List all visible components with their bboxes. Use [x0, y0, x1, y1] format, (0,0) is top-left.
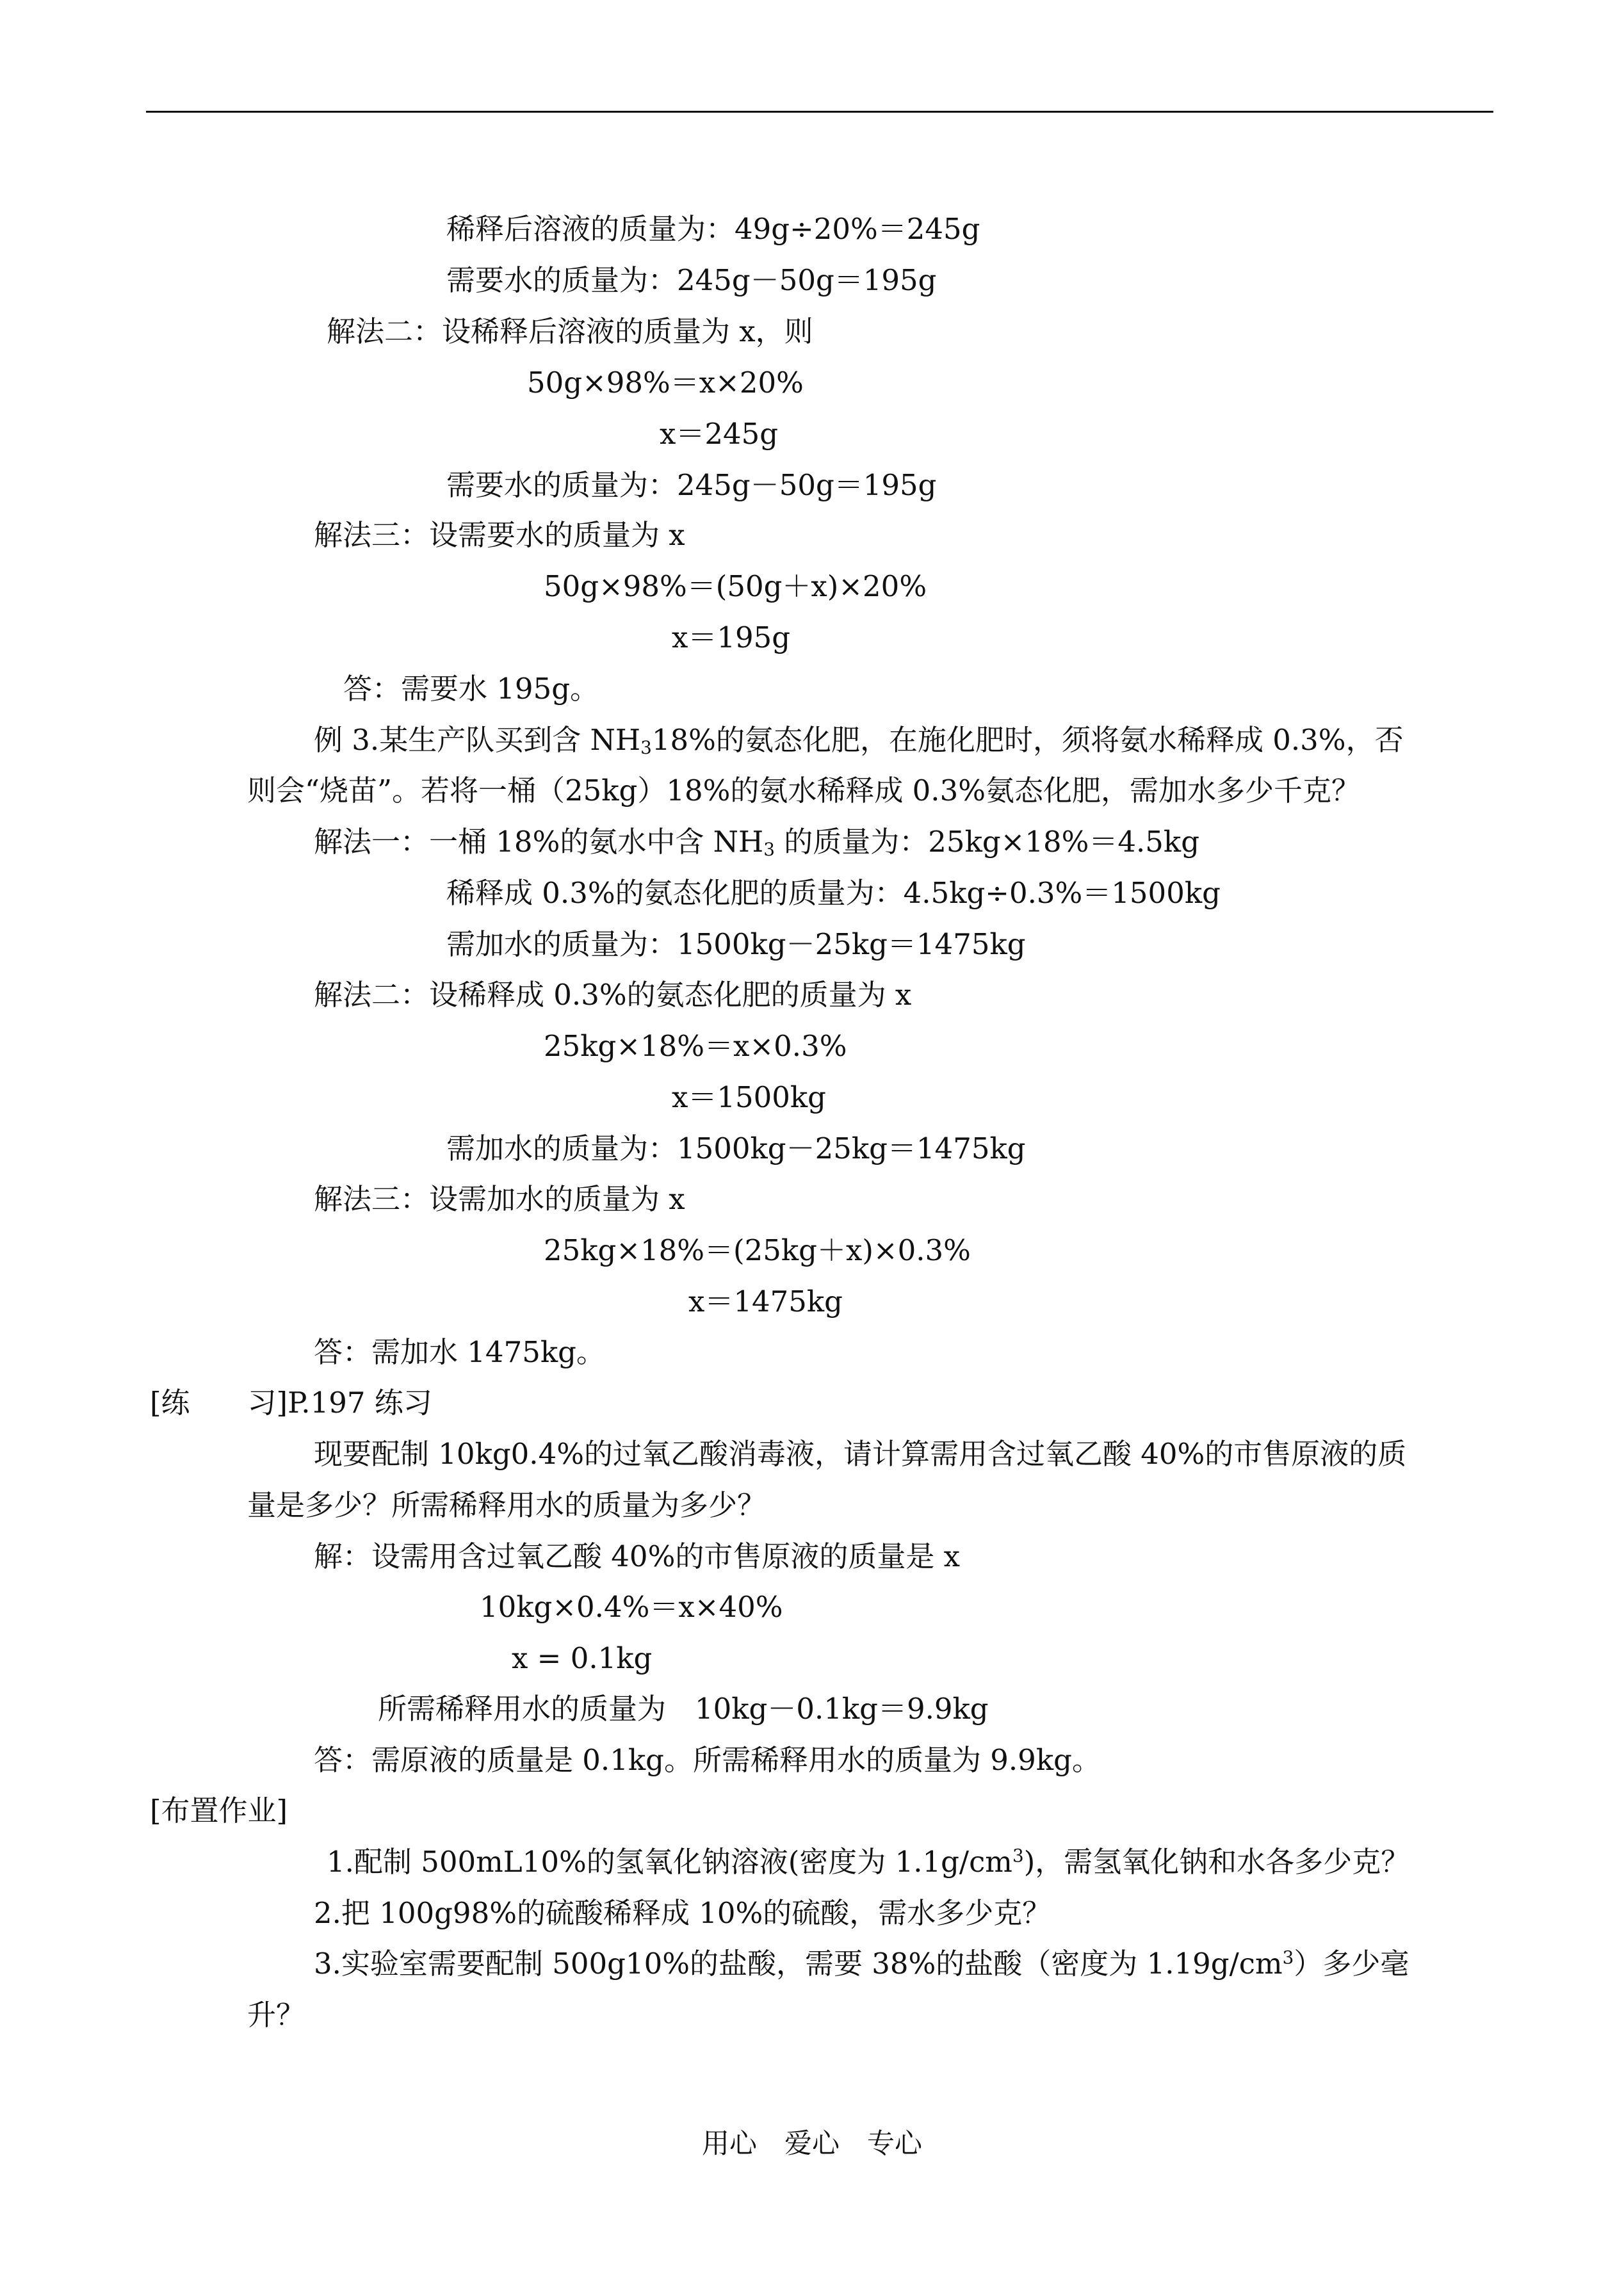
equation-line: 50g×98%＝(50g＋x)×20%: [544, 569, 927, 603]
text-line: 稀释成 0.3%的氨态化肥的质量为：4.5kg÷0.3%＝1500kg: [446, 876, 1221, 910]
section-heading-practice: [练 习]P.197 练习: [150, 1386, 432, 1420]
equation-line: 25kg×18%＝x×0.3%: [544, 1029, 847, 1063]
text-line: 需要水的质量为：245g－50g＝195g: [446, 263, 937, 297]
example-line: 则会“烧苗”。若将一桶（25kg）18%的氨水稀释成 0.3%氨态化肥，需加水多少千克？: [247, 774, 1360, 807]
text-line: 解法一：一桶 18%的氨水中含 $NH_3$ 的质量为：25kg×18%＝4.5kg: [314, 825, 1200, 861]
header-rule: [146, 111, 1493, 113]
equation-line: x = 0.1kg: [512, 1641, 653, 1675]
text-line: 解法二：设稀释成 0.3%的氨态化肥的质量为 x: [314, 978, 912, 1012]
equation-line: 10kg×0.4%＝x×40%: [480, 1590, 783, 1624]
equation-line: x＝245g: [660, 417, 779, 451]
text-line: 解法三：设需要水的质量为 x: [314, 518, 685, 552]
homework-item: 2.把 100g98%的硫酸稀释成 10%的硫酸，需水多少克？: [314, 1896, 1052, 1930]
example-line: 例 3.某生产队买到含 $NH_318\%$的氨态化肥，在施化肥时，须将氨水稀释成 0.3%，否: [314, 723, 1404, 759]
text-line: 解法二：设稀释后溶液的质量为 x，则: [327, 314, 813, 348]
text-line: 需加水的质量为：1500kg－25kg＝1475kg: [446, 927, 1026, 961]
answer-line: 答：需原液的质量是 0.1kg。所需稀释用水的质量为 9.9kg。: [314, 1743, 1101, 1777]
equation-line: 50g×98%＝x×20%: [527, 366, 804, 400]
homework-item: 3.实验室需要配制 500g10%的盐酸，需要 38%的盐酸（密度为 $1.19g/cm^3$）多少毫: [314, 1947, 1409, 1981]
equation-line: x＝195g: [672, 620, 791, 654]
text-line: 所需稀释用水的质量为 10kg－0.1kg＝9.9kg: [378, 1692, 989, 1726]
page-footer: 用心 爱心 专心: [702, 2128, 922, 2160]
equation-line: 25kg×18%＝(25kg＋x)×0.3%: [544, 1233, 971, 1267]
text-line: 稀释后溶液的质量为：49g÷20%＝245g: [446, 212, 980, 246]
text-line: 需加水的质量为：1500kg－25kg＝1475kg: [446, 1131, 1026, 1165]
text-line: 现要配制 10kg0.4%的过氧乙酸消毒液，请计算需用含过氧乙酸 40%的市售原液的质: [314, 1437, 1407, 1471]
answer-line: 答：需加水 1475kg。: [314, 1335, 605, 1369]
answer-line: 答：需要水 195g。: [343, 672, 599, 706]
text-line: 量是多少？所需稀释用水的质量为多少？: [247, 1488, 767, 1522]
equation-line: x＝1500kg: [672, 1080, 826, 1114]
section-heading-homework: [布置作业]: [150, 1794, 288, 1828]
text-line: 需要水的质量为：245g－50g＝195g: [446, 468, 937, 502]
homework-item: 1.配制 500mL10%的氢氧化钠溶液(密度为 $1.1g/cm^3$)，需氢氧化钠和水各多少克？: [327, 1845, 1410, 1879]
homework-item: 升？: [247, 1998, 305, 2032]
equation-line: x＝1475kg: [688, 1285, 843, 1318]
text-line: 解法三：设需加水的质量为 x: [314, 1182, 685, 1216]
text-line: 解：设需用含过氧乙酸 40%的市售原液的质量是 x: [314, 1539, 961, 1573]
